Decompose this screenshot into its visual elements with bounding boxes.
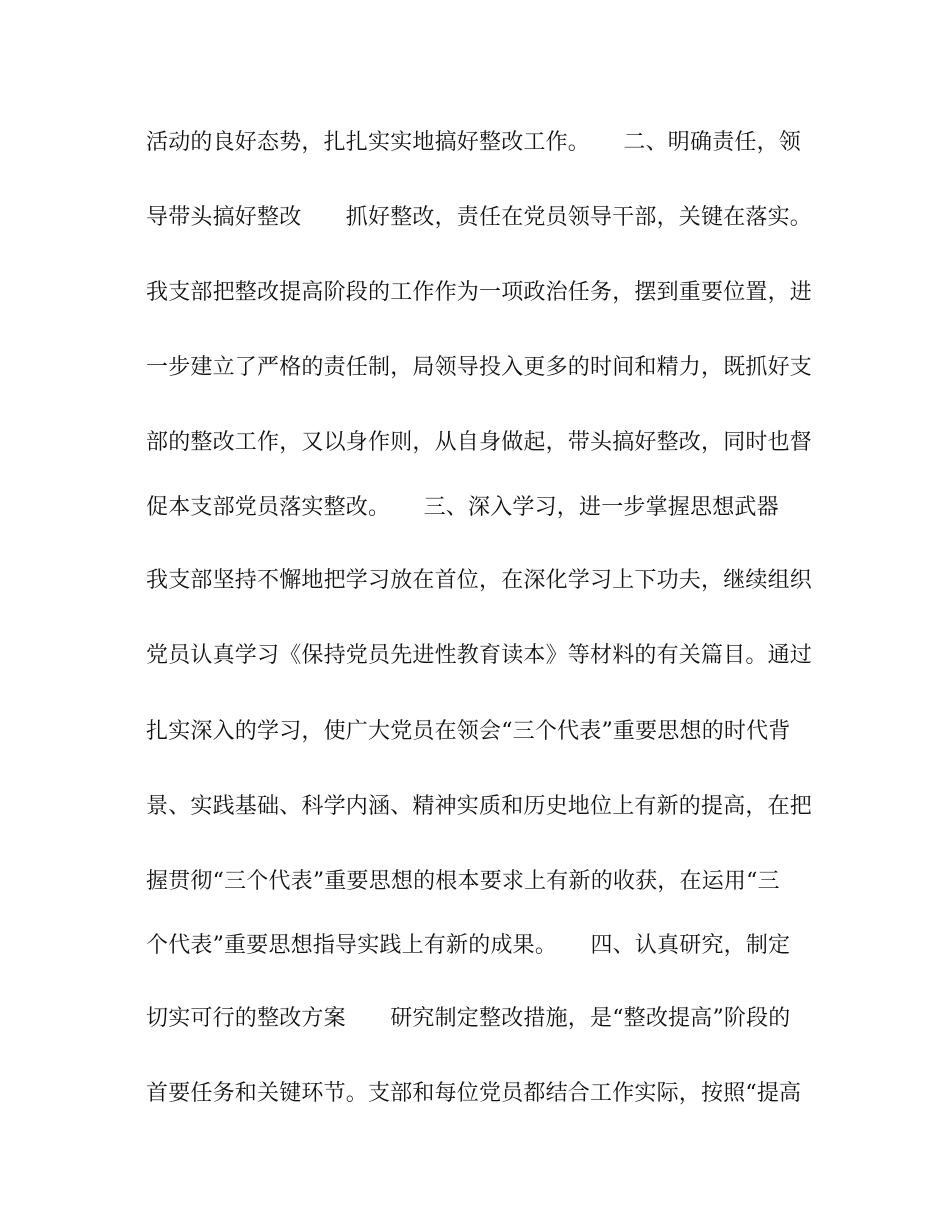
text-line: 我支部把整改提高阶段的工作作为一项政治任务，摆到重要位置，进 bbox=[146, 280, 813, 305]
text-line: 景、实践基础、科学内涵、精神实质和历史地位上有新的提高，在把 bbox=[146, 794, 813, 819]
text-line: 活动的良好态势，扎扎实实地搞好整改工作。 二、明确责任，领 bbox=[146, 130, 802, 155]
text-line: 首要任务和关键环节。支部和每位党员都结合工作实际，按照“提高 bbox=[146, 1081, 802, 1106]
text-line: 切实可行的整改方案 研究制定整改措施，是“整改提高”阶段的 bbox=[146, 1006, 791, 1031]
text-line: 促本支部党员落实整改。 三、深入学习，进一步掌握思想武器 bbox=[146, 495, 779, 520]
text-line: 导带头搞好整改 抓好整改，责任在党员领导干部，关键在落实。 bbox=[146, 205, 813, 230]
text-line: 握贯彻“三个代表”重要思想的根本要求上有新的收获，在运用“三 bbox=[146, 869, 780, 894]
text-line: 扎实深入的学习，使广大党员在领会“三个代表”重要思想的时代背 bbox=[146, 719, 791, 744]
text-line: 部的整改工作，又以身作则，从自身做起，带头搞好整改，同时也督 bbox=[146, 430, 813, 455]
text-line: 我支部坚持不懈地把学习放在首位，在深化学习上下功夫，继续组织 bbox=[146, 568, 813, 593]
text-line: 一步建立了严格的责任制，局领导投入更多的时间和精力，既抓好支 bbox=[146, 355, 813, 380]
text-line: 个代表”重要思想指导实践上有新的成果。 四、认真研究，制定 bbox=[146, 933, 791, 958]
text-line: 党员认真学习《保持党员先进性教育读本》等材料的有关篇目。通过 bbox=[146, 643, 813, 668]
